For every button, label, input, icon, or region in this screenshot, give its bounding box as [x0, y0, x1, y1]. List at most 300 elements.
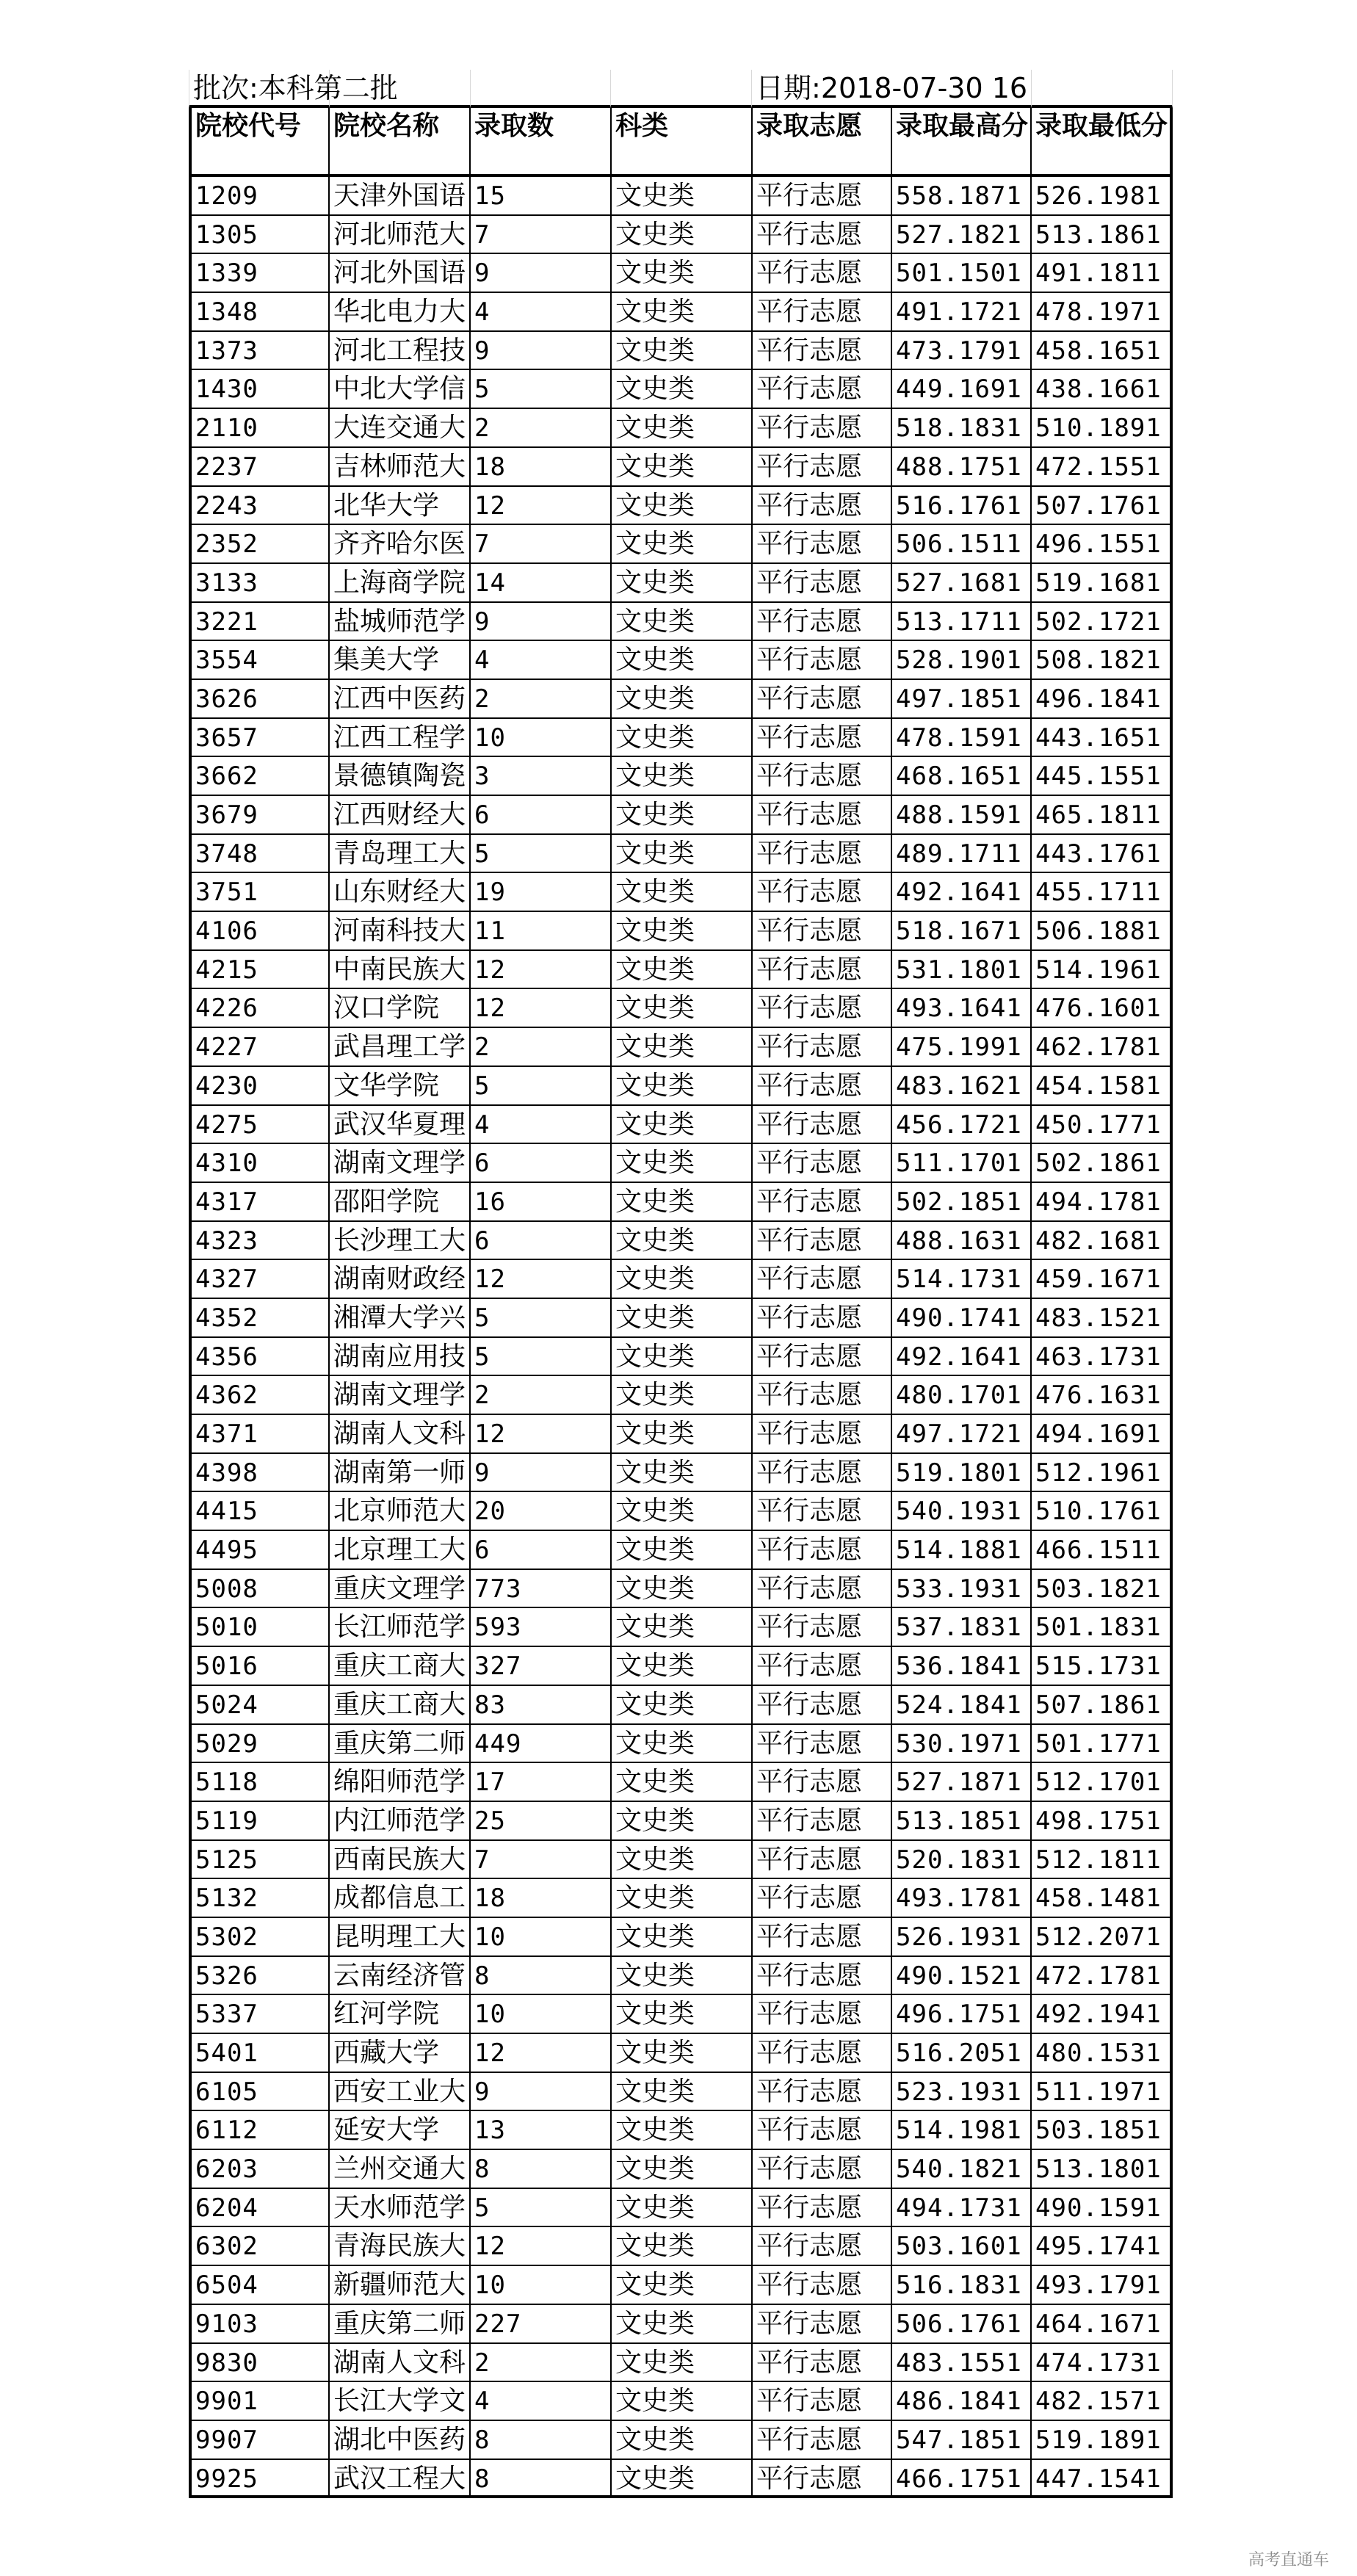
table-row [189, 719, 1173, 758]
category: 文史类 [612, 1415, 753, 1454]
school-name: 河北工程技 [330, 332, 471, 371]
school-name: 湖南财政经 [330, 1260, 471, 1299]
category: 文史类 [612, 873, 753, 912]
table-row [189, 1802, 1173, 1841]
col-preference-header: 录取志愿 [753, 108, 892, 177]
min-score: 494.1781 [1032, 1183, 1173, 1222]
preference-type: 平行志愿 [753, 409, 892, 448]
school-name: 北京师范大 [330, 1492, 471, 1531]
school-code: 9830 [189, 2344, 330, 2383]
min-score: 512.1701 [1032, 1763, 1173, 1802]
school-code: 4356 [189, 1338, 330, 1377]
category: 文史类 [612, 1918, 753, 1957]
table-row [189, 487, 1173, 526]
category: 文史类 [612, 254, 753, 293]
school-name: 华北电力大 [330, 293, 471, 332]
school-code: 6105 [189, 2073, 330, 2112]
admit-count: 10 [471, 1918, 612, 1957]
school-name: 湖南人文科 [330, 2344, 471, 2383]
school-code: 4310 [189, 1144, 330, 1183]
category: 文史类 [612, 912, 753, 951]
category: 文史类 [612, 177, 753, 216]
min-score: 472.1551 [1032, 448, 1173, 487]
school-code: 5119 [189, 1802, 330, 1841]
min-score: 515.1731 [1032, 1647, 1173, 1686]
school-code: 1209 [189, 177, 330, 216]
min-score: 512.1811 [1032, 1841, 1173, 1880]
table-row [189, 2227, 1173, 2266]
school-code: 4327 [189, 1260, 330, 1299]
max-score: 528.1901 [892, 641, 1032, 680]
preference-type: 平行志愿 [753, 254, 892, 293]
category: 文史类 [612, 1570, 753, 1609]
school-code: 5337 [189, 1995, 330, 2034]
min-score: 443.1761 [1032, 835, 1173, 874]
category: 文史类 [612, 1106, 753, 1145]
school-code: 4323 [189, 1222, 330, 1261]
min-score: 465.1811 [1032, 796, 1173, 835]
category: 文史类 [612, 2227, 753, 2266]
max-score: 502.1851 [892, 1183, 1032, 1222]
min-score: 443.1651 [1032, 719, 1173, 758]
table-row [189, 1183, 1173, 1222]
max-score: 490.1741 [892, 1299, 1032, 1338]
school-name: 邵阳学院 [330, 1183, 471, 1222]
school-name: 中南民族大 [330, 951, 471, 990]
admit-count: 12 [471, 2034, 612, 2073]
admit-count: 4 [471, 1106, 612, 1145]
category: 文史类 [612, 1376, 753, 1415]
school-name: 江西中医药 [330, 680, 471, 719]
category: 文史类 [612, 796, 753, 835]
category: 文史类 [612, 1647, 753, 1686]
school-code: 4415 [189, 1492, 330, 1531]
table-row [189, 1763, 1173, 1802]
max-score: 493.1781 [892, 1879, 1032, 1918]
max-score: 540.1931 [892, 1492, 1032, 1531]
max-score: 540.1821 [892, 2150, 1032, 2189]
table-row [189, 2344, 1173, 2383]
admit-count: 12 [471, 951, 612, 990]
max-score: 516.2051 [892, 2034, 1032, 2073]
table-row [189, 1531, 1173, 1570]
school-name: 盐城师范学 [330, 603, 471, 642]
table-row [189, 1454, 1173, 1493]
table-row [189, 2421, 1173, 2460]
school-code: 5401 [189, 2034, 330, 2073]
school-name: 重庆工商大 [330, 1647, 471, 1686]
min-score: 493.1791 [1032, 2266, 1173, 2305]
min-score: 498.1751 [1032, 1802, 1173, 1841]
table-row [189, 1144, 1173, 1183]
header-row [189, 108, 1173, 177]
category: 文史类 [612, 1222, 753, 1261]
min-score: 464.1671 [1032, 2305, 1173, 2344]
table-row [189, 2189, 1173, 2228]
category: 文史类 [612, 757, 753, 796]
max-score: 488.1751 [892, 448, 1032, 487]
date-label: 日期:2018-07-30 16 [752, 70, 1032, 108]
preference-type: 平行志愿 [753, 1608, 892, 1647]
max-score: 473.1791 [892, 332, 1032, 371]
max-score: 518.1831 [892, 409, 1032, 448]
table-row [189, 254, 1173, 293]
min-score: 466.1511 [1032, 1531, 1173, 1570]
min-score: 482.1571 [1032, 2382, 1173, 2421]
school-code: 3221 [189, 603, 330, 642]
category: 文史类 [612, 641, 753, 680]
admit-count: 327 [471, 1647, 612, 1686]
table-row [189, 1106, 1173, 1145]
min-score: 512.1961 [1032, 1454, 1173, 1493]
school-code: 2237 [189, 448, 330, 487]
preference-type: 平行志愿 [753, 719, 892, 758]
category: 文史类 [612, 1957, 753, 1996]
min-score: 459.1671 [1032, 1260, 1173, 1299]
table-row [189, 2460, 1173, 2499]
table-row [189, 448, 1173, 487]
admit-count: 3 [471, 757, 612, 796]
school-code: 4106 [189, 912, 330, 951]
school-name: 湖北中医药 [330, 2421, 471, 2460]
preference-type: 平行志愿 [753, 1647, 892, 1686]
admit-count: 2 [471, 1028, 612, 1067]
max-score: 514.1981 [892, 2111, 1032, 2150]
category: 文史类 [612, 216, 753, 255]
max-score: 506.1511 [892, 525, 1032, 564]
min-score: 491.1811 [1032, 254, 1173, 293]
school-name: 汉口学院 [330, 989, 471, 1028]
min-score: 458.1481 [1032, 1879, 1173, 1918]
preference-type: 平行志愿 [753, 525, 892, 564]
admit-count: 25 [471, 1802, 612, 1841]
preference-type: 平行志愿 [753, 641, 892, 680]
preference-type: 平行志愿 [753, 177, 892, 216]
max-score: 513.1711 [892, 603, 1032, 642]
batch-label: 批次:本科第二批 [189, 70, 330, 108]
admit-count: 5 [471, 370, 612, 409]
max-score: 488.1591 [892, 796, 1032, 835]
school-code: 4275 [189, 1106, 330, 1145]
max-score: 530.1971 [892, 1725, 1032, 1764]
school-code: 1348 [189, 293, 330, 332]
table-row [189, 680, 1173, 719]
min-score: 526.1981 [1032, 177, 1173, 216]
table-row [189, 796, 1173, 835]
preference-type: 平行志愿 [753, 2305, 892, 2344]
table-row [189, 1376, 1173, 1415]
category: 文史类 [612, 2266, 753, 2305]
preference-type: 平行志愿 [753, 1995, 892, 2034]
category: 文史类 [612, 1144, 753, 1183]
admit-count: 5 [471, 835, 612, 874]
admit-count: 12 [471, 1415, 612, 1454]
school-code: 6504 [189, 2266, 330, 2305]
max-score: 456.1721 [892, 1106, 1032, 1145]
table-row [189, 1492, 1173, 1531]
category: 文史类 [612, 1183, 753, 1222]
school-name: 河北师范大 [330, 216, 471, 255]
max-score: 523.1931 [892, 2073, 1032, 2112]
category: 文史类 [612, 1802, 753, 1841]
category: 文史类 [612, 448, 753, 487]
max-score: 491.1721 [892, 293, 1032, 332]
preference-type: 平行志愿 [753, 2460, 892, 2499]
school-code: 5010 [189, 1608, 330, 1647]
preference-type: 平行志愿 [753, 1299, 892, 1338]
min-score: 501.1771 [1032, 1725, 1173, 1764]
min-score: 454.1581 [1032, 1067, 1173, 1106]
min-score: 483.1521 [1032, 1299, 1173, 1338]
watermark: 高考直通车 [1248, 2551, 1329, 2569]
preference-type: 平行志愿 [753, 2266, 892, 2305]
school-name: 河南科技大 [330, 912, 471, 951]
preference-type: 平行志愿 [753, 603, 892, 642]
max-score: 483.1551 [892, 2344, 1032, 2383]
max-score: 531.1801 [892, 951, 1032, 990]
category: 文史类 [612, 1067, 753, 1106]
school-code: 1373 [189, 332, 330, 371]
school-name: 湘潭大学兴 [330, 1299, 471, 1338]
preference-type: 平行志愿 [753, 2034, 892, 2073]
table-row [189, 873, 1173, 912]
max-score: 489.1711 [892, 835, 1032, 874]
min-score: 462.1781 [1032, 1028, 1173, 1067]
category: 文史类 [612, 1879, 753, 1918]
min-score: 508.1821 [1032, 641, 1173, 680]
preference-type: 平行志愿 [753, 1454, 892, 1493]
table-row [189, 989, 1173, 1028]
preference-type: 平行志愿 [753, 1222, 892, 1261]
category: 文史类 [612, 835, 753, 874]
admit-count: 4 [471, 641, 612, 680]
table-row [189, 2382, 1173, 2421]
school-name: 西安工业大 [330, 2073, 471, 2112]
preference-type: 平行志愿 [753, 1918, 892, 1957]
school-code: 6203 [189, 2150, 330, 2189]
admit-count: 9 [471, 2073, 612, 2112]
preference-type: 平行志愿 [753, 1763, 892, 1802]
school-name: 长沙理工大 [330, 1222, 471, 1261]
max-score: 496.1751 [892, 1995, 1032, 2034]
admit-count: 6 [471, 1222, 612, 1261]
category: 文史类 [612, 1260, 753, 1299]
empty-cell [1032, 70, 1173, 108]
school-code: 4352 [189, 1299, 330, 1338]
table-row [189, 2266, 1173, 2305]
min-score: 438.1661 [1032, 370, 1173, 409]
admit-count: 9 [471, 603, 612, 642]
max-score: 513.1851 [892, 1802, 1032, 1841]
min-score: 503.1821 [1032, 1570, 1173, 1609]
preference-type: 平行志愿 [753, 873, 892, 912]
admit-count: 5 [471, 1067, 612, 1106]
preference-type: 平行志愿 [753, 1531, 892, 1570]
preference-type: 平行志愿 [753, 564, 892, 603]
school-code: 2352 [189, 525, 330, 564]
school-name: 西藏大学 [330, 2034, 471, 2073]
category: 文史类 [612, 2150, 753, 2189]
school-name: 云南经济管 [330, 1957, 471, 1996]
max-score: 537.1831 [892, 1608, 1032, 1647]
school-code: 2243 [189, 487, 330, 526]
school-code: 6204 [189, 2189, 330, 2228]
admit-count: 2 [471, 1376, 612, 1415]
school-name: 重庆工商大 [330, 1686, 471, 1725]
school-name: 兰州交通大 [330, 2150, 471, 2189]
min-score: 510.1761 [1032, 1492, 1173, 1531]
admit-count: 9 [471, 1454, 612, 1493]
table-row [189, 757, 1173, 796]
max-score: 490.1521 [892, 1957, 1032, 1996]
school-name: 湖南应用技 [330, 1338, 471, 1377]
category: 文史类 [612, 2073, 753, 2112]
preference-type: 平行志愿 [753, 1144, 892, 1183]
school-name: 上海商学院 [330, 564, 471, 603]
col-min-score-header: 录取最低分 [1032, 108, 1173, 177]
admit-count: 593 [471, 1608, 612, 1647]
meta-row [189, 70, 1173, 108]
col-code-header: 院校代号 [189, 108, 330, 177]
preference-type: 平行志愿 [753, 757, 892, 796]
school-name: 中北大学信 [330, 370, 471, 409]
school-code: 5132 [189, 1879, 330, 1918]
max-score: 516.1761 [892, 487, 1032, 526]
min-score: 480.1531 [1032, 2034, 1173, 2073]
preference-type: 平行志愿 [753, 1725, 892, 1764]
admit-count: 11 [471, 912, 612, 951]
max-score: 533.1931 [892, 1570, 1032, 1609]
category: 文史类 [612, 487, 753, 526]
max-score: 516.1831 [892, 2266, 1032, 2305]
category: 文史类 [612, 1841, 753, 1880]
table-row [189, 216, 1173, 255]
table-row [189, 1338, 1173, 1377]
school-code: 4362 [189, 1376, 330, 1415]
school-code: 4226 [189, 989, 330, 1028]
table-row [189, 2150, 1173, 2189]
min-score: 512.2071 [1032, 1918, 1173, 1957]
table-row [189, 603, 1173, 642]
min-score: 492.1941 [1032, 1995, 1173, 2034]
preference-type: 平行志愿 [753, 2344, 892, 2383]
school-name: 湖南文理学 [330, 1376, 471, 1415]
school-code: 3554 [189, 641, 330, 680]
school-name: 集美大学 [330, 641, 471, 680]
school-code: 5008 [189, 1570, 330, 1609]
table-row [189, 332, 1173, 371]
preference-type: 平行志愿 [753, 487, 892, 526]
admit-count: 14 [471, 564, 612, 603]
table-row [189, 1260, 1173, 1299]
preference-type: 平行志愿 [753, 1879, 892, 1918]
admit-count: 6 [471, 1144, 612, 1183]
table-row [189, 1028, 1173, 1067]
school-name: 江西财经大 [330, 796, 471, 835]
admit-count: 5 [471, 1338, 612, 1377]
preference-type: 平行志愿 [753, 1570, 892, 1609]
table-row [189, 2305, 1173, 2344]
max-score: 449.1691 [892, 370, 1032, 409]
school-name: 大连交通大 [330, 409, 471, 448]
school-name: 湖南第一师 [330, 1454, 471, 1493]
min-score: 496.1551 [1032, 525, 1173, 564]
min-score: 513.1861 [1032, 216, 1173, 255]
category: 文史类 [612, 1763, 753, 1802]
table-row [189, 1222, 1173, 1261]
table-row [189, 1067, 1173, 1106]
category: 文史类 [612, 1608, 753, 1647]
table-row [189, 293, 1173, 332]
school-code: 1305 [189, 216, 330, 255]
preference-type: 平行志愿 [753, 216, 892, 255]
min-score: 503.1851 [1032, 2111, 1173, 2150]
max-score: 488.1631 [892, 1222, 1032, 1261]
admit-count: 4 [471, 293, 612, 332]
min-score: 495.1741 [1032, 2227, 1173, 2266]
preference-type: 平行志愿 [753, 1492, 892, 1531]
school-code: 4230 [189, 1067, 330, 1106]
max-score: 520.1831 [892, 1841, 1032, 1880]
min-score: 501.1831 [1032, 1608, 1173, 1647]
admit-count: 13 [471, 2111, 612, 2150]
school-code: 3679 [189, 796, 330, 835]
min-score: 494.1691 [1032, 1415, 1173, 1454]
school-name: 山东财经大 [330, 873, 471, 912]
school-name: 齐齐哈尔医 [330, 525, 471, 564]
admit-count: 18 [471, 1879, 612, 1918]
school-name: 西南民族大 [330, 1841, 471, 1880]
category: 文史类 [612, 409, 753, 448]
max-score: 501.1501 [892, 254, 1032, 293]
admit-count: 7 [471, 1841, 612, 1880]
school-name: 天津外国语 [330, 177, 471, 216]
school-name: 文华学院 [330, 1067, 471, 1106]
school-name: 红河学院 [330, 1995, 471, 2034]
table-row [189, 835, 1173, 874]
preference-type: 平行志愿 [753, 2382, 892, 2421]
school-name: 昆明理工大 [330, 1918, 471, 1957]
min-score: 455.1711 [1032, 873, 1173, 912]
category: 文史类 [612, 680, 753, 719]
category: 文史类 [612, 2421, 753, 2460]
category: 文史类 [612, 1531, 753, 1570]
table-row [189, 1299, 1173, 1338]
max-score: 558.1871 [892, 177, 1032, 216]
preference-type: 平行志愿 [753, 1338, 892, 1377]
min-score: 511.1971 [1032, 2073, 1173, 2112]
category: 文史类 [612, 989, 753, 1028]
school-code: 3657 [189, 719, 330, 758]
school-code: 5118 [189, 1763, 330, 1802]
admit-count: 6 [471, 1531, 612, 1570]
school-code: 3662 [189, 757, 330, 796]
preference-type: 平行志愿 [753, 2421, 892, 2460]
preference-type: 平行志愿 [753, 1686, 892, 1725]
admit-count: 17 [471, 1763, 612, 1802]
min-score: 502.1861 [1032, 1144, 1173, 1183]
school-code: 3751 [189, 873, 330, 912]
admit-count: 10 [471, 2266, 612, 2305]
admit-count: 12 [471, 487, 612, 526]
empty-cell [471, 70, 612, 108]
max-score: 511.1701 [892, 1144, 1032, 1183]
admit-count: 12 [471, 989, 612, 1028]
preference-type: 平行志愿 [753, 1802, 892, 1841]
school-name: 青岛理工大 [330, 835, 471, 874]
max-score: 527.1821 [892, 216, 1032, 255]
table-row [189, 564, 1173, 603]
